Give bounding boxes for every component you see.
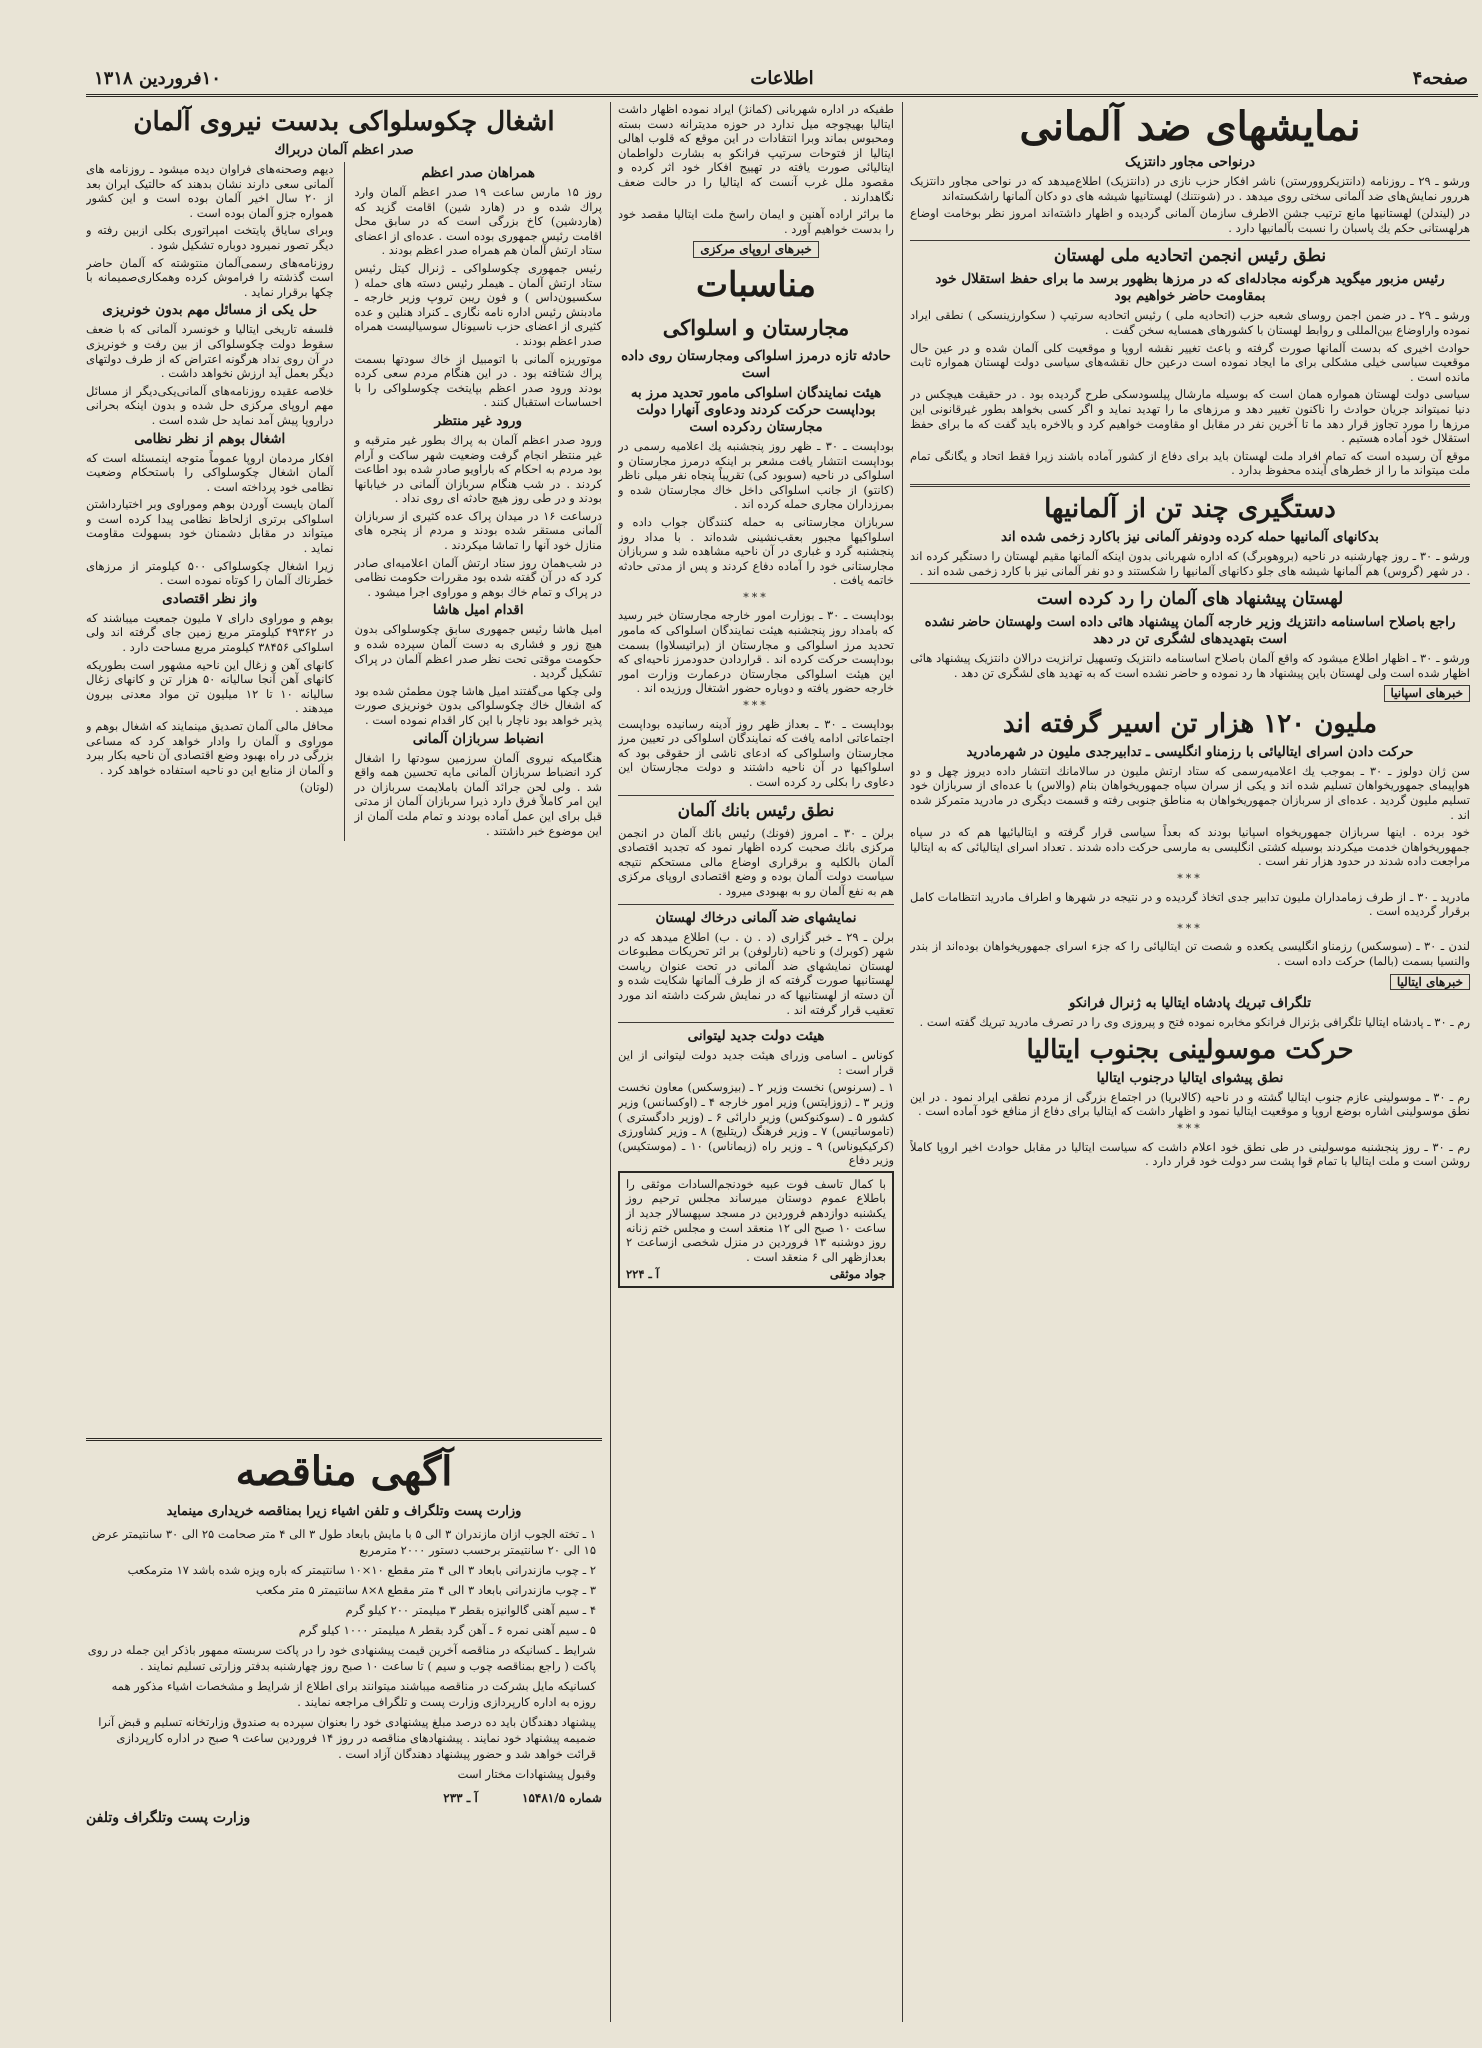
article-text: طفیکه در اداره شهربانی (کمانژ) ایراد نموده اظهار داشت ایتالیا بهیچوجه میل ندارد در حوزه مدیترانه دست بسته ومحبوس بماند وبرا انتقادات در این موقع که قلوب اهالی ایتالیا از فتوحات سرتیپ فرانکو به بشارت دلواطمان ایتالیائی صورت یافته در تهییج افکار خود اثر کرده و مقصود ملل غرب آنست که ایتالیا را در حالت ضعف نگاهدارند . (618, 102, 894, 204)
headline-hungary-slovakia: مجارستان و اسلواکی (662, 314, 850, 340)
headline-arrests: دستگیری چند تن از آلمانیها (1044, 493, 1336, 524)
separator-stars: *** (1177, 872, 1203, 886)
ad-signature: وزارت پست وتلگراف وتلفن (86, 1810, 251, 1826)
headline-bloodless-solution: حل یکی از مسائل مهم بدون خونریزی (102, 302, 318, 319)
article-text: حوادث اخیری که بدست آلمانها صورت گرفته و باعث تغییر نقشه اروپا و موقعیت کلی آلمان شده و در عین حال موقعیت سیاسی خیلی مشکلی برای ما ایجاد نموده است درعین حال نقشه‌های سیاسی دولت لهستان همواره ثابت مانده است . (910, 340, 1470, 384)
subcolumn-right (355, 162, 603, 841)
subhead-danzig: درنواحی مجاور دانتزیک (1125, 154, 1255, 170)
headline-discipline: انضباط سربازان آلمانی (412, 730, 544, 747)
article-text: مادرید ـ ۳۰ ـ از طرف زمامداران ملیون تدابیر جدی اتخاذ گردیده و در نتیجه در شهرها و اطراف مادرید انتظامات کامل برقرار گردیده است . (910, 889, 1470, 919)
subhead-nationalists-prisoners: حرکت دادن اسرای ایتالیائی با رزمناو انگلیسی ـ تدابیرجدی ملیون در شهرمادرید (966, 743, 1414, 760)
divider (618, 1022, 894, 1023)
notice-text: با کمال تاسف فوت عبیه خودنجم‌السادات موثقی را باطلاع عموم دوستان میرساند مجلس ترحیم روز یکشنبه دوازدهم فروردین در مسجد سپهسالار جدید از ساعت ۱۰ صبح الی ۱۲ منعقد است و مجلس ختم زنانه روز دوشنبه ۱۳ فروردین در منزل شخصی ازساعت ۲ بعدازظهر الی ۶ منعقد است . (626, 1176, 886, 1264)
article-text: زیرا اشغال چکوسلواکی ۵۰۰ کیلومتر از مرزهای خطرناك آلمان را کوتاه نموده است . (86, 558, 334, 588)
ad-title: آگهی مناقصه (235, 1448, 453, 1495)
ad-item: ۳ ـ چوب مازندرانی بابعاد ۳ الی ۴ متر مقطع ۸×۸ سانتیمتر ۵ متر مکعب (255, 1583, 596, 1597)
column-left (86, 102, 602, 1434)
headline-unexpected-arrival: ورود غیر منتظر (434, 412, 522, 429)
separator-stars: *** (743, 590, 769, 604)
article-text: هنگامیکه نیروی آلمان سرزمین سودتها را اشغال کرد انضباط سربازان آلمانی مایه تحسین همه واقع شد . ولی لحن جرائد آلمان باملایمت سربازان در این امر کاملاً فرق دارد ذیرا سربازان آلمان از مدتی قبل برای این عمل آماده بودند و تمام ملت آلمان از این موضوع خبر داشتند . (354, 750, 602, 838)
separator-stars: *** (1177, 921, 1203, 935)
article-text: ورشو ـ ۲۹ ـ روزنامه (دانتزیکروورستن) ناشر افکار حزب نازی در (دانتزیک) اطلاع‌میدهد که در نواحی مجاور دانتزیک هررور نمایش‌های ضد آلمانی سختی روی میدهد . در (شونتنك) لهستانیها شیشه های دو دکان آلمانها راشکسته‌اند (910, 174, 1470, 203)
headline-hacha: اقدام امیل هاشا (432, 602, 524, 619)
article-text: موقع آن رسیده است که تمام افراد ملت لهستان باید برای دفاع از کشور آماده باشند زیرا فقط اتحاد و یگانگی تمام ملت میتواند ما را از خطرهای آینده محفوظ بدارد . (910, 448, 1470, 478)
divider (618, 904, 894, 905)
ad-subtitle: وزارت پست وتلگراف و تلفن اشیاء زیرا بمناقصه خریداری مینماید (166, 1504, 522, 1519)
article-text: برلن ـ ۲۹ ـ خبر گزاری (د . ن . ب) اطلاع میدهد که در شهر (کوبرك) و ناحیه (نارلوفن) بر اثر تحریکات مطبوعات لهستان نمایشهای ضد آلمانی در تحت عنوان ریاست لهستانیها صورت گرفته که از طرف آلمانها شکایت شده و آن دسته از لهستانیها که در نمایش شرکت داشته اند مورد تعقیب قرار گرفته اند . (618, 929, 894, 1017)
ad-item: ۵ ـ سیم آهنی نمره ۶ ـ آهن گرد بقطر ۸ میلیمتر ۱۰۰۰ کیلو گرم (298, 1623, 596, 1637)
ad-code: آ ـ ۲۳۳ (443, 1791, 478, 1805)
ad-reference: شماره ۱۵۴۸۱/۵ (522, 1791, 602, 1805)
column-rule (610, 102, 611, 2022)
article-text: وبرای سایاق پایتخت امپراتوری بکلی ازبین رفته و دیگر تصور نمیرود دوباره تشکیل شود . (86, 223, 334, 252)
ad-item: ۲ ـ چوب مازندرانی بابعاد ۳ الی ۴ متر مقطع ۱۰×۱۰ سانتیمتر که باره ویزه شده باشد ۱۷ مترمکعب (127, 1563, 596, 1577)
article-text: برلن ـ ۳۰ ـ امروز (فونك) رئیس بانك آلمان در انجمن مرکزی بانك صحبت کرده اظهار نمود که تجدید اقتصادی آلمان بالکلیه و برقراری اوضاع مالی مستحکم نتیجه سیاست دولت آلمان بوده و وضع اقتصادی اروپای مرکزی هم به نفع آلمان رو به بهبودی میرود . (618, 825, 894, 898)
article-text: ورشو ـ ۲۹ ـ در ضمن اجمن روسای شعبه حزب (اتحادیه ملی ) رئیس اتحادیه سرتیپ ( سکوارزینسکی ) نطقی ایراد نموده واراوضاع بین‌المللی و روابط لهستان با کشورهای همسایه سخن گفت . (910, 308, 1470, 337)
headline-nationalists-prisoners: ملیون ۱۲۰ هزار تن اسیر گرفته اند (1002, 708, 1378, 739)
newspaper-name: اطلاعات (750, 68, 814, 89)
article-text: خود برده . اینها سربازان جمهوریخواه اسپانیا بودند که بعداً سیاسی قرار گرفته و ایتالیائیها هم که در سپاه جمهوریخواهان خدمت میکردند بوسیله کشتی انگلیسی به مارسی حرکت داده شدند . تعداد اسرای ایتالیائی که به ایتالیا مراجعت داده شدند در حدود هزار نفر است . (910, 825, 1470, 869)
ad-item: پیشنهاد دهندگان باید ده درصد مبلغ پیشنهادی خود را بعنوان سپرده به صندوق وزارتخانه تسلیم و قبض آنرا ضمیمه پیشنهاد خود نمایند . پیشنهادهای مناقصه در روز ۱۴ فروردین ساعت ۹ صبح در اداره کارپردازی قرائت خواهد شد و حضور پیشنهاد دهندگان آزاد است . (98, 1715, 596, 1761)
article-text: لندن ـ ۳۰ ـ (سوسکس) رزمناو انگلیسی یکعده و شصت تن ایتالیائی را که جزء اسرای جمهوریخواهان بوده‌اند از بندر والنسیا بسمت (بالما) حرکت داده است . (910, 939, 1470, 968)
article-text: در شب‌همان روز ستاد ارتش آلمان اعلامیه‌ای صادر کرد که در آن گفته شده بود مقررات حکومت نظامی در پراک و تمام خاك بوهم و موراوی اجرا میشود . (354, 555, 602, 599)
ad-item: شرایط ـ کسانیکه در مناقصه آخرین قیمت پیشنهادی خود را در پاکت سربسته ممهور باذکر این جمله در روی پاکت ( راجع بمناقصه چوب و سیم ) تا ساعت ۱۰ صبح روز چهارشنبه بدفتر وزارتی تسلیم نمایند . (87, 1643, 596, 1673)
article-text: بوهم و موراوی دارای ۷ ملیون جمعیت میباشند که در ۴۹۳۶۲ کیلومتر مربع زمین جای گرفته اند ولی اسلواکی ۳۸۴۵۶ کیلومتر مربع مساحت دارد . (86, 610, 334, 655)
subhead-polish-union: رئیس مزبور میگوید هرگونه مجادله‌ای که در مرزها بظهور برسد ما برای حفظ استقلال خود بمقاومت حاضر خواهیم بود (935, 271, 1445, 305)
divider (618, 795, 894, 796)
headline-king-telegram: تلگراف تبریك پادشاه ایتالیا به ژنرال فرانکو (1069, 995, 1311, 1012)
ad-item: کسانیکه مایل بشرکت در مناقصه میباشند میتوانند برای اطلاع از شرایط و مشخصات اشیاء مذکور همه روزه به اداره کارپردازی وزارت پست و تلگراف مراجعه نمایند . (111, 1679, 596, 1709)
headline-czech-occupation: اشغال چکوسلواکی بدست نیروی آلمان (133, 107, 555, 137)
subhead-slovak-delegation: هیئت نمایندگان اسلواکی مامور تحدید مرز به بوداپست حرکت کردند ودعاوی آنهارا دولت مجارستان ردکرده است (630, 384, 882, 435)
notice-signature: جواد موثقی (829, 1267, 886, 1282)
tender-advertisement (86, 1446, 602, 1926)
article-text: ولی چکها می‌گفتند امیل هاشا چون مطمئن شده بود که اشغال خاك چکوسلواکی بدون خونریزی صورت پذیر خواهد بود ناچار با این کار اقدام نموده است . (354, 683, 602, 727)
subcolumn-left (86, 162, 334, 841)
article-text: رم ـ ۳۰ ـ موسولینی عازم جنوب ایتالیا گشته و در ناحیه (کالابریا) در اجتماع بزرگی از مردم نطقی ایراد نمود . در این نطق موسولینی اشاره بوضع اروپا و موقعیت ایتالیا نمود و اظهار داشت که ایتالیا برای دفاع از منافع خود آماده است . (910, 1089, 1470, 1119)
article-text: ما براثر اراده آهنین و ایمان راسخ ملت ایتالیا مقصد خود را بدست خواهیم آورد . (618, 207, 894, 236)
separator-stars: *** (743, 699, 769, 713)
article-text: درساعت ۱۶ در میدان پراک عده کثیری از سربازان آلمانی مستقر شده بودند و مردم از پنجره های منازل خود آنها را تماشا میکردند . (354, 508, 602, 553)
article-text: در (لیندلن) لهستانیها مانع ترتیب جشن الاطرف سازمان آلمانی گردیده و اظهار داشته‌اند امروز نظر بوخامت اوضاع هرلهستانی حکم یك پاسبان را نسبت بآلمانیها دارد . (910, 206, 1470, 235)
headline-anti-german: نمایشهای ضد آلمانی (1019, 103, 1361, 150)
ad-item: وقبول پیشنهادات مختار است (457, 1767, 596, 1781)
article-text: رئیس جمهوری چکوسلواکی ـ ژنرال کیتل رئیس ستاد ارتش آلمان ـ هیملر رئیس دسته های حمله ( سکسیون‌داس ) و فون ریبن تروپ وزیر خارجه ـ مادبنش رئیس اداره نامه نگاری ـ کنراد هنلین و عده کثیری از اعضای حزب ناسیونال سوسیالیست همراه صدر اعظم بودند . (354, 260, 602, 348)
article-text: ورود صدر اعظم آلمان به پراك بطور غیر مترقبه و غیر منتظر انجام گرفت وضعیت شهر ساکت و آرام بود مردم به احکام که باراویو صادر شده بود اطاعت کردند . در شب هنگام سربازان آلمانی در خیابانها بودند و در طی روز هیچ حادثه ای روی نداد . (354, 432, 602, 506)
article-text: کوناس ـ اسامی وزرای هیئت جدید دولت لیتوانی از این قرار است : (618, 1048, 894, 1077)
article-text: محافل مالی آلمان تصدیق مینمایند که اشغال بوهم و موراوی و آلمان را وادار خواهد کرد که مساعی بزرگی در راه بهبود وضع اقتصادی آن ناحیه بکار ببرد و آلمان از منابع این دو ناحیه استفاده خواهد کرد . (86, 719, 334, 777)
subcolumn-rule (344, 162, 345, 841)
divider (86, 1438, 602, 1441)
subhead-poland-rejects: راجع باصلاح اساسنامه دانتزیك وزیر خارجه آلمان پیشنهاد هائی داده است ولهستان حاضر نشده است بتهدیدهای لشگری تن در دهد (924, 614, 1456, 648)
headline-mussolini-south: حرکت موسولینی بجنوب ایتالیا (1026, 1034, 1354, 1065)
ad-footer (86, 1790, 602, 1806)
article-text: روزنامه‌های رسمی‌آلمان منتوشته که آلمان حاضر است گذشته را فراموش کرده وهمکاری‌صمیمانه با چکها برقرار نماید . (86, 255, 334, 299)
article-text: رم ـ ۳۰ ـ پادشاه ایتالیا تلگرافی بژنرال فرانکو مخابره نموده فتح و پیروزی وی را در تصرف مادرید تبریك گفته است . (919, 1015, 1470, 1030)
headline-economic-view: واز نظر اقتصادی (162, 590, 258, 607)
headline-anti-german-poland: نمایشهای ضد آلمانی درخاك لهستان (655, 909, 857, 926)
article-text: امیل هاشا رئیس جمهوری سابق چکوسلواکی بدون هیچ زور و فشاری به دست آلمان سپرده شده و حکومت موقتی تحت نظر صدر اعظم آلمان در پراک تشکیل گردید . (354, 622, 602, 681)
headline-relations: مناسبات (696, 264, 816, 305)
article-text: بوداپست ـ ۳۰ ـ ظهر روز پنجشنبه یك اعلامیه رسمی در بوداپست انتشار یافت مشعر بر اینکه درمرز مجارستان و اسلواکی در ناحیه (سوبود کی) تقریباً پنجاه نفر میلی ناظر (کانتو) از جانب اسلواکی داخل خاك مجارستان شده و بمرزداران مجاری حمله کرده اند . (618, 438, 894, 512)
divider (910, 240, 1470, 241)
divider (910, 484, 1470, 487)
article-text: موتوریزه آلمانی با اتومبیل از خاك سودتها بسمت پراك شتافته بود . در این هنگام مردم سعی کرده بودند ورود صدر اعظم بپایتخت چکوسلواکی را با احساسات استقبال کنند . (354, 351, 602, 410)
article-text: دیهم وصحنه‌های فراوان دیده میشود ـ روزنامه های آلمانی سعی دارند نشان بدهند که حالتیک ایران بعد از ۲۰ سال اخیر آلمان بوده است و این کشور همواره جزو آلمان بوده است . (86, 162, 334, 220)
article-text: آلمان بایست آوردن بوهم وموراوی وبر اختیارداشتن اسلواکی برتری ازلحاظ نظامی پیدا کرده است و میتواند در مقابل دشمنان خود بسهولت مقاومت نماید . (86, 497, 334, 556)
headline-chancellor-companions: همراهان صدر اعظم (421, 165, 536, 181)
column-rule (902, 102, 903, 2022)
divider (910, 583, 1470, 584)
ad-item: ۴ ـ سیم آهنی گالوانیزه بقطر ۳ میلیمتر ۲۰۰ کیلو گرم (345, 1603, 596, 1617)
article-text: افکار مردمان اروپا عموماً متوجه اینمسئله است که آلمان اشغال چکوسلواکی را باستحکام وضعیت نظامی خود پرداخته است . (86, 450, 334, 494)
article-text: سن ژان دولوز ـ ۳۰ ـ بموجب یك اعلامیه‌رسمی که ستاد ارتش ملیون در سالامانك انتشار داده دیروز چهل و دو هواپیمای جمهوریخواهان تسلیم شده اند و یکی از سران سپاه جمهوریخواهان بنام (والاس) با عده‌ای از سربازان خود تسلیم ملیون گردید . عده‌ای از سربازان جمهوریخواهان به مناطق جنوبی رفته و قسمت دیگری در مادرید متمرکز شده اند . (910, 763, 1470, 822)
subhead-arrests: بدکانهای آلمانیها حمله کرده ودونفر آلمانی نیز باکارد زخمی شده اند (1001, 528, 1379, 545)
article-text: روز ۱۵ مارس ساعت ۱۹ صدر اعظم آلمان وارد پراك شده و در (هارد شین) اقامت گزید که (هاردشین) کاخ بزرگی است که در سابق محل اقامت رئیس جمهوری بوده است . عده‌ای از اعضای ستاد ارتش آلمان هم همراه صدر اعظم بودند . (354, 185, 602, 258)
page-number: صفحه۴ (1412, 68, 1468, 89)
subhead-border-incident: حادثه تازه درمرز اسلواکی ومجارستان روی داده است (621, 347, 891, 381)
column-middle (618, 102, 894, 2022)
headline-poland-rejects: لهستان پیشنهاد های آلمان را رد کرده است (1036, 589, 1344, 610)
subhead-mussolini-south: نطق پیشوای ایتالیا درجنوب ایتالیا (1096, 1069, 1284, 1086)
masthead (86, 66, 1478, 97)
headline-lithuania-cabinet: هیئت دولت جدید لیتوانی (687, 1028, 825, 1045)
section-tag-spain: خبرهای اسپانیا (1384, 685, 1471, 702)
article-text: ورشو ـ ۳۰ ـ اظهار اطلاع میشود که واقع آلمان باصلاح اساسنامه دانتزیک وتسهیل ترانزیت درالان دانتزیک پیشنهاد هائی اظهار شده است ولی لهستان باین پیشنهاد ها رد نموده و حاضر نشده است که به تهدید های لشگری تن دهد . (910, 651, 1470, 680)
article-text: بوداپست ـ ۳۰ ـ بوزارت امور خارجه مجارستان خبر رسید که بامداد روز پنجشنبه هیئت نمایندگان اسلواکی که مامور تحدید مرز اسلواکی و مجارستان از (براتیسلاوا) بسمت بوداپست حرکت کرده اند . قراردادن حدودمرز ناحیه‌ای که این هیئت اسلواکی مجارستان درعمارت وزارت امور خارجه حضور یافته و دوباره حضور اشتغال ورزیده اند . (618, 608, 894, 696)
section-tag-italy: خبرهای ایتالیا (1390, 974, 1470, 991)
article-text: سیاسی دولت لهستان همواره همان است که بوسیله مارشال پیلسودسکی طرح گردیده بود . در حقیقت هیچکس در دنیا نمیتواند جریان حوادث را ناکنون تغییر دهد و مرزهای ما را تهدید نماید و اگر کسی بخواهد بطور غیرقانونی این مرزها را مورد تجاوز قرار دهد ما تا آخرین نفر در مقابل او مقاومت خواهیم کرد و بالاخره باید گفت که ما برای حفظ استقلال خود آماده هستیم . (910, 387, 1470, 446)
article-text: ورشو ـ ۳۰ ـ روز چهارشنبه در ناحیه (بروهوبرگ) که اداره شهربانی بدون اینکه آلمانها مقیم لهستان را دستگیر کرده اند . در شهر (گروس) هم آلمانها شیشه های جلو دکانهای آلمانیها را شکستند و دو نفر آلمانی نیز با کارد زخمی شده اند . (910, 548, 1470, 578)
article-text: فلسفه تاریخی ایتالیا و خونسرد آلمانی که با ضعف سقوط دولت چکوسلواکی از بین رفت و خونریزی در آن روی نداد هرگونه اعتراض که از طرف دولتهای دیگر بعمل آید ارزش نخواهد داشت . (86, 322, 334, 381)
notice-code: آ ـ ۲۲۴ (626, 1267, 660, 1282)
obituary-notice (618, 1171, 894, 1288)
headline-military-view: اشغال بوهم از نظر نظامی (134, 430, 286, 447)
subhead-chancellor-prague: صدر اعظم آلمان دربراك (274, 142, 414, 158)
ad-item: ۱ ـ تخته الجوب ازان مازندران ۳ الی ۵ با مایش بابعاد طول ۳ الی ۴ متر صحامت ۲۵ الی ۳۰ سانتیمتر عرض ۱۵ الی ۲۰ سانتیمتر برحسب دستور ۲۰۰۰ مترمربع (91, 1527, 596, 1557)
article-text: رم ـ ۳۰ ـ روز پنجشنبه موسولینی در طی نطق خود اعلام داشت که سیاست ایتالیا در مقابل حوادث اخیر اروپا کاملاً روشن است و ملت ایتالیا با تمام قوا پشت سر دولت خود قرار دارد . (910, 1139, 1470, 1169)
headline-reichsbank: نطق رئیس بانك آلمان (677, 800, 835, 821)
section-tag-central-europe: خبرهای اروپای مرکزی (693, 241, 818, 258)
article-text: خلاصه عقیده روزنامه‌های آلمانی‌یکی‌دیگر از مسائل مهم اروپای مرکزی حل شده و بدون اینکه بحرانی دراروپا پیش آمد نماید حل شده است . (86, 383, 334, 427)
headline-polish-union: نطق رئیس انجمن اتحادیه ملی لهستان (1053, 246, 1327, 267)
article-text: ۱ ـ (سرنوس) نخست وزیر ۲ ـ (بیزوسکس) معاون نخست وزیر ۳ ـ (زوزایتس) وزیر امور خارجه ۴ ـ (اوکسانس) وزیر کشور ۵ ـ (سوکنوکس) وزیر دارائی ۶ ـ (وزیر دادگستری ) (تاموساتیس) ۷ ـ وزیر فرهنگ (ریتلیچ) ۸ ـ وزیر کشاورزی (کرکیکیوناس) ۹ ـ وزیر راه (زیماناس) ۱۰ ـ (موستکیس) وزیر دفاع (618, 1080, 894, 1168)
column-right (910, 102, 1470, 2022)
article-source: (لوتان) (299, 780, 334, 795)
article-text: سربازان مجارستانی به حمله کنندگان جواب داده و اسلواکیها مجبور بعقب‌نشینی شده‌اند . با مداد روز پنجشنبه گرد و غباری در آن ناحیه مشاهده شد و سربازان مجارستانی خود را آماده دفاع کردند و پس از مدتی حادثه خاتمه یافت . (618, 514, 894, 588)
article-text: بوداپست ـ ۳۰ ـ بعداز ظهر روز آدینه رسانیده بوداپست اجتماعاتی ادامه یافت که نمایندگان اسلواکی در تعیین مرز مجارستان واسلواکی که ادعای ناشی از حقوقی بود که اسلواکیها در آن ناحیه داشتند و دولت مجارستان این دعاوی را بکلی رد کرده است . (618, 716, 894, 789)
issue-date: ۱۰فروردین ۱۳۱۸ (94, 68, 221, 89)
separator-stars: *** (1177, 1121, 1203, 1135)
article-text: کانهای آهن و زغال این ناحیه مشهور است بطوریکه کانهای آهن آنجا سالیانه ۵۰ هزار تن و کانهای زغال سالیانه ۱۰ تا ۱۲ میلیون تن مواد معدنی بیرون میدهند . (86, 657, 334, 716)
